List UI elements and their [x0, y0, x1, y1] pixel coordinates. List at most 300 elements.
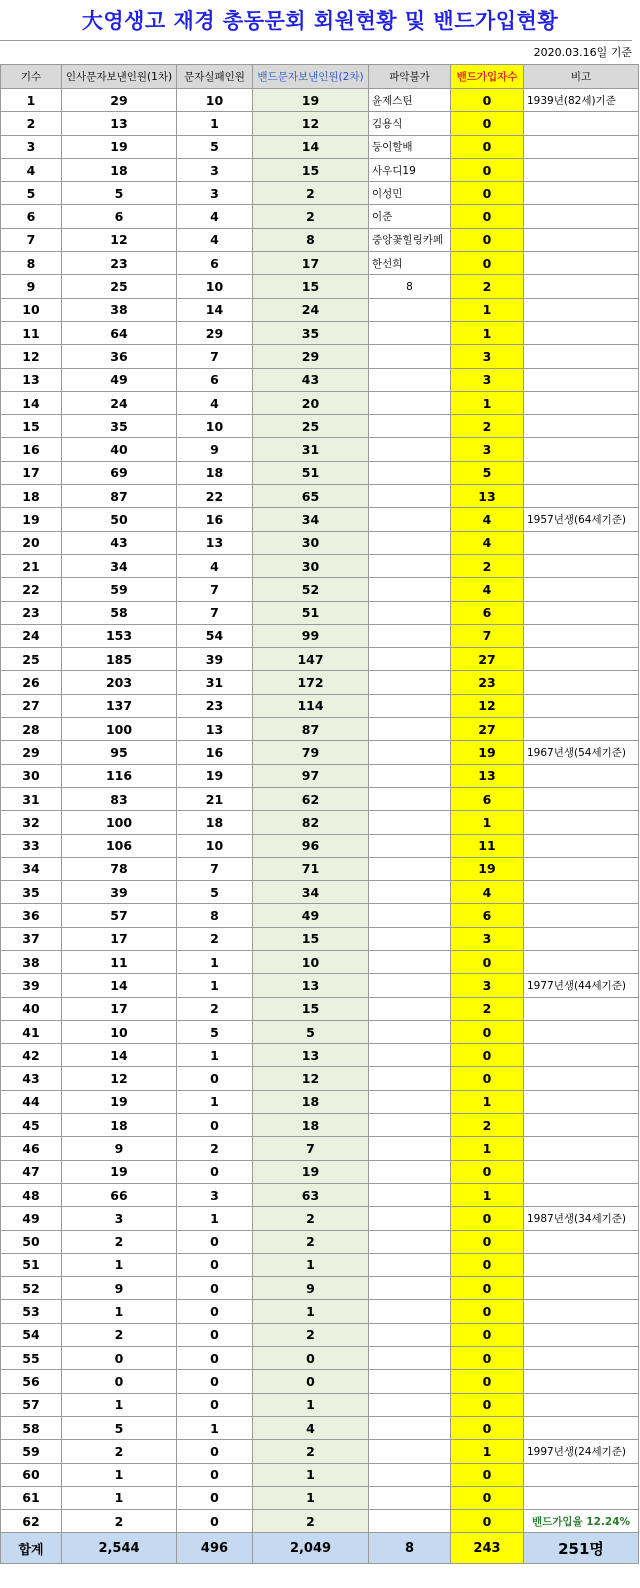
cell-gen: 42: [1, 1044, 62, 1067]
cell-gen: 51: [1, 1253, 62, 1276]
table-row: [1, 1463, 639, 1486]
cell-sent2: 4: [253, 1416, 369, 1439]
table-row: [1, 857, 639, 880]
cell-fail: 3: [177, 158, 253, 181]
cell-band: 0: [451, 135, 524, 158]
table-row: [1, 764, 639, 787]
cell-band: 0: [451, 205, 524, 228]
cell-note: [524, 1277, 639, 1300]
cell-unknown: [369, 671, 451, 694]
cell-fail: 14: [177, 298, 253, 321]
cell-note: [524, 1347, 639, 1370]
cell-fail: 0: [177, 1370, 253, 1393]
cell-band: 2: [451, 554, 524, 577]
cell-sent2: 24: [253, 298, 369, 321]
cell-band: 2: [451, 997, 524, 1020]
cell-unknown: [369, 298, 451, 321]
cell-sent2: 71: [253, 857, 369, 880]
cell-fail: 3: [177, 182, 253, 205]
cell-gen: 29: [1, 741, 62, 764]
cell-fail: 31: [177, 671, 253, 694]
cell-unknown: [369, 1044, 451, 1067]
cell-sent1: 57: [62, 904, 177, 927]
cell-note: [524, 1463, 639, 1486]
cell-sent1: 0: [62, 1347, 177, 1370]
cell-note: [524, 368, 639, 391]
cell-fail: 6: [177, 368, 253, 391]
cell-unknown: [369, 1486, 451, 1509]
cell-sent2: 63: [253, 1183, 369, 1206]
cell-gen: 1: [1, 89, 62, 112]
cell-note: [524, 1253, 639, 1276]
table-row: [1, 974, 639, 997]
cell-unknown: [369, 1323, 451, 1346]
cell-sent1: 203: [62, 671, 177, 694]
cell-unknown: [369, 764, 451, 787]
cell-gen: 40: [1, 997, 62, 1020]
cell-note: 1997년생(24세기준): [524, 1440, 639, 1463]
cell-unknown: [369, 1277, 451, 1300]
cell-unknown: [369, 554, 451, 577]
cell-fail: 1: [177, 1044, 253, 1067]
cell-sent2: 12: [253, 112, 369, 135]
total-note: 251명: [524, 1533, 639, 1564]
cell-note: [524, 345, 639, 368]
cell-band: 4: [451, 531, 524, 554]
cell-unknown: [369, 1067, 451, 1090]
cell-sent1: 9: [62, 1137, 177, 1160]
cell-sent1: 95: [62, 741, 177, 764]
cell-sent1: 23: [62, 252, 177, 275]
cell-band: 1: [451, 391, 524, 414]
cell-band: 0: [451, 158, 524, 181]
cell-gen: 24: [1, 624, 62, 647]
cell-sent2: 30: [253, 554, 369, 577]
cell-fail: 21: [177, 787, 253, 810]
table-row: [1, 112, 639, 135]
cell-sent2: 1: [253, 1463, 369, 1486]
cell-sent2: 10: [253, 950, 369, 973]
cell-note: [524, 275, 639, 298]
cell-unknown: [369, 648, 451, 671]
cell-sent1: 87: [62, 485, 177, 508]
total-label: 합계: [1, 1533, 62, 1564]
cell-fail: 0: [177, 1440, 253, 1463]
cell-unknown: [369, 694, 451, 717]
cell-fail: 4: [177, 205, 253, 228]
cell-sent2: 15: [253, 275, 369, 298]
header-sent2: 밴드문자보낸인원(2차): [253, 65, 369, 89]
cell-fail: 0: [177, 1463, 253, 1486]
cell-sent2: 0: [253, 1347, 369, 1370]
cell-sent2: 51: [253, 461, 369, 484]
cell-fail: 1: [177, 1090, 253, 1113]
cell-gen: 36: [1, 904, 62, 927]
table-row: [1, 997, 639, 1020]
cell-gen: 19: [1, 508, 62, 531]
cell-fail: 10: [177, 89, 253, 112]
table-row: [1, 1323, 639, 1346]
cell-band: 1: [451, 321, 524, 344]
table-row: [1, 1020, 639, 1043]
table-row: [1, 1347, 639, 1370]
cell-sent2: 19: [253, 1160, 369, 1183]
cell-unknown: [369, 624, 451, 647]
cell-note: [524, 1160, 639, 1183]
table-row: [1, 1440, 639, 1463]
cell-sent1: 19: [62, 1090, 177, 1113]
table-row: [1, 904, 639, 927]
cell-sent2: 29: [253, 345, 369, 368]
cell-sent1: 40: [62, 438, 177, 461]
cell-gen: 44: [1, 1090, 62, 1113]
cell-fail: 6: [177, 252, 253, 275]
cell-band: 0: [451, 1300, 524, 1323]
cell-sent1: 185: [62, 648, 177, 671]
table-row: [1, 881, 639, 904]
table-row: [1, 1510, 639, 1533]
cell-fail: 0: [177, 1486, 253, 1509]
cell-sent2: 87: [253, 718, 369, 741]
table-row: [1, 1044, 639, 1067]
cell-sent2: 97: [253, 764, 369, 787]
cell-fail: 4: [177, 228, 253, 251]
table-row: [1, 950, 639, 973]
cell-unknown: [369, 997, 451, 1020]
cell-note: [524, 135, 639, 158]
cell-sent1: 59: [62, 578, 177, 601]
cell-sent1: 2: [62, 1323, 177, 1346]
cell-unknown: [369, 1230, 451, 1253]
cell-gen: 50: [1, 1230, 62, 1253]
cell-fail: 0: [177, 1323, 253, 1346]
cell-gen: 41: [1, 1020, 62, 1043]
total-sent2: 2,049: [253, 1533, 369, 1564]
cell-unknown: 사우디19: [369, 158, 451, 181]
cell-fail: 4: [177, 554, 253, 577]
cell-note: 1957년생(64세기준): [524, 508, 639, 531]
table-row: [1, 1486, 639, 1509]
cell-fail: 16: [177, 508, 253, 531]
cell-gen: 52: [1, 1277, 62, 1300]
cell-sent2: 96: [253, 834, 369, 857]
cell-sent1: 2: [62, 1440, 177, 1463]
cell-band: 3: [451, 974, 524, 997]
cell-sent1: 83: [62, 787, 177, 810]
cell-fail: 2: [177, 927, 253, 950]
cell-gen: 38: [1, 950, 62, 973]
cell-note: [524, 298, 639, 321]
cell-gen: 20: [1, 531, 62, 554]
cell-gen: 30: [1, 764, 62, 787]
cell-sent1: 14: [62, 1044, 177, 1067]
cell-note: [524, 834, 639, 857]
cell-note: [524, 228, 639, 251]
cell-sent2: 1: [253, 1253, 369, 1276]
cell-band: 7: [451, 624, 524, 647]
table-row: [1, 345, 639, 368]
cell-sent2: 12: [253, 1067, 369, 1090]
cell-sent2: 65: [253, 485, 369, 508]
cell-gen: 6: [1, 205, 62, 228]
cell-gen: 27: [1, 694, 62, 717]
cell-note: [524, 1067, 639, 1090]
table-row: [1, 461, 639, 484]
cell-note: 1987년생(34세기준): [524, 1207, 639, 1230]
cell-unknown: [369, 1160, 451, 1183]
cell-sent2: 172: [253, 671, 369, 694]
table-row: [1, 1114, 639, 1137]
cell-gen: 5: [1, 182, 62, 205]
table-row: [1, 368, 639, 391]
cell-sent2: 17: [253, 252, 369, 275]
cell-unknown: [369, 321, 451, 344]
page-title: 大영생고 재경 총동문회 회원현황 및 밴드가입현황: [81, 9, 559, 33]
cell-note: [524, 531, 639, 554]
cell-fail: 1: [177, 974, 253, 997]
cell-band: 12: [451, 694, 524, 717]
cell-unknown: 윤제스틴: [369, 89, 451, 112]
table-row: [1, 438, 639, 461]
cell-note: [524, 1020, 639, 1043]
cell-gen: 2: [1, 112, 62, 135]
table-row: [1, 1183, 639, 1206]
cell-sent2: 15: [253, 927, 369, 950]
cell-fail: 22: [177, 485, 253, 508]
cell-sent1: 1: [62, 1253, 177, 1276]
table-row: [1, 1230, 639, 1253]
cell-gen: 12: [1, 345, 62, 368]
table-row: [1, 89, 639, 112]
cell-fail: 1: [177, 1207, 253, 1230]
member-table: [0, 64, 639, 1564]
cell-gen: 46: [1, 1137, 62, 1160]
table-row: [1, 648, 639, 671]
cell-sent1: 100: [62, 718, 177, 741]
cell-note: [524, 881, 639, 904]
cell-sent1: 11: [62, 950, 177, 973]
table-row: [1, 1067, 639, 1090]
cell-fail: 8: [177, 904, 253, 927]
cell-fail: 0: [177, 1393, 253, 1416]
table-row: [1, 834, 639, 857]
cell-sent2: 18: [253, 1114, 369, 1137]
cell-unknown: [369, 1137, 451, 1160]
table-row: [1, 531, 639, 554]
cell-band: 19: [451, 857, 524, 880]
table-row: [1, 508, 639, 531]
table-row: [1, 321, 639, 344]
cell-sent1: 50: [62, 508, 177, 531]
cell-note: [524, 391, 639, 414]
cell-sent1: 29: [62, 89, 177, 112]
cell-note: [524, 1486, 639, 1509]
cell-sent2: 18: [253, 1090, 369, 1113]
cell-sent2: 13: [253, 974, 369, 997]
table-row: [1, 578, 639, 601]
cell-fail: 10: [177, 834, 253, 857]
cell-sent1: 0: [62, 1370, 177, 1393]
cell-fail: 1: [177, 1416, 253, 1439]
cell-sent1: 1: [62, 1486, 177, 1509]
cell-gen: 54: [1, 1323, 62, 1346]
cell-band: 2: [451, 275, 524, 298]
cell-unknown: [369, 927, 451, 950]
cell-gen: 43: [1, 1067, 62, 1090]
cell-note: [524, 764, 639, 787]
cell-sent1: 2: [62, 1510, 177, 1533]
cell-unknown: [369, 834, 451, 857]
cell-fail: 2: [177, 997, 253, 1020]
total-fail: 496: [177, 1533, 253, 1564]
cell-fail: 0: [177, 1300, 253, 1323]
cell-sent2: 31: [253, 438, 369, 461]
cell-band: 19: [451, 741, 524, 764]
cell-unknown: [369, 368, 451, 391]
table-row: [1, 624, 639, 647]
cell-gen: 23: [1, 601, 62, 624]
cell-unknown: [369, 1114, 451, 1137]
cell-note: [524, 485, 639, 508]
cell-unknown: [369, 1253, 451, 1276]
cell-sent1: 24: [62, 391, 177, 414]
table-row: [1, 718, 639, 741]
cell-unknown: [369, 1020, 451, 1043]
cell-unknown: [369, 1090, 451, 1113]
cell-note: [524, 1137, 639, 1160]
header-sent1: 인사문자보낸인원(1차): [62, 65, 177, 89]
table-row: [1, 1393, 639, 1416]
cell-band: 0: [451, 112, 524, 135]
cell-band: 0: [451, 1347, 524, 1370]
cell-sent1: 18: [62, 1114, 177, 1137]
cell-unknown: [369, 1440, 451, 1463]
cell-note: 1967년생(54세기준): [524, 741, 639, 764]
cell-fail: 5: [177, 135, 253, 158]
cell-sent2: 7: [253, 1137, 369, 1160]
cell-fail: 7: [177, 857, 253, 880]
cell-sent2: 2: [253, 1323, 369, 1346]
cell-fail: 0: [177, 1277, 253, 1300]
cell-sent2: 2: [253, 1207, 369, 1230]
cell-note: [524, 787, 639, 810]
cell-gen: 58: [1, 1416, 62, 1439]
cell-sent1: 69: [62, 461, 177, 484]
cell-fail: 2: [177, 1137, 253, 1160]
cell-sent1: 153: [62, 624, 177, 647]
cell-gen: 47: [1, 1160, 62, 1183]
header-gen: 기수: [1, 65, 62, 89]
table-row: [1, 298, 639, 321]
cell-fail: 0: [177, 1160, 253, 1183]
cell-sent2: 2: [253, 1510, 369, 1533]
cell-gen: 14: [1, 391, 62, 414]
cell-sent1: 66: [62, 1183, 177, 1206]
cell-band: 4: [451, 881, 524, 904]
cell-note: [524, 1183, 639, 1206]
cell-gen: 16: [1, 438, 62, 461]
cell-band: 13: [451, 485, 524, 508]
cell-note: [524, 1300, 639, 1323]
cell-unknown: 8: [369, 275, 451, 298]
cell-note: [524, 182, 639, 205]
cell-note: [524, 857, 639, 880]
cell-unknown: [369, 438, 451, 461]
cell-sent1: 1: [62, 1463, 177, 1486]
cell-note: [524, 158, 639, 181]
table-row: [1, 554, 639, 577]
cell-fail: 0: [177, 1230, 253, 1253]
cell-gen: 31: [1, 787, 62, 810]
cell-note: [524, 624, 639, 647]
cell-band: 0: [451, 228, 524, 251]
cell-sent1: 25: [62, 275, 177, 298]
cell-sent2: 20: [253, 391, 369, 414]
cell-gen: 49: [1, 1207, 62, 1230]
cell-sent2: 30: [253, 531, 369, 554]
header-row: [1, 65, 639, 89]
cell-sent2: 35: [253, 321, 369, 344]
cell-note: [524, 927, 639, 950]
cell-note: [524, 112, 639, 135]
cell-band: 4: [451, 508, 524, 531]
cell-unknown: [369, 1183, 451, 1206]
cell-gen: 8: [1, 252, 62, 275]
cell-sent2: 34: [253, 508, 369, 531]
total-band: 243: [451, 1533, 524, 1564]
cell-band: 3: [451, 927, 524, 950]
cell-note: [524, 554, 639, 577]
cell-sent1: 17: [62, 927, 177, 950]
cell-band: 23: [451, 671, 524, 694]
table-row: [1, 1370, 639, 1393]
cell-note: [524, 205, 639, 228]
cell-note: [524, 811, 639, 834]
cell-fail: 19: [177, 764, 253, 787]
cell-sent1: 18: [62, 158, 177, 181]
cell-unknown: [369, 741, 451, 764]
cell-fail: 18: [177, 461, 253, 484]
cell-band: 0: [451, 1416, 524, 1439]
cell-band: 0: [451, 1160, 524, 1183]
cell-band: 0: [451, 1463, 524, 1486]
cell-unknown: [369, 950, 451, 973]
cell-sent2: 43: [253, 368, 369, 391]
cell-unknown: [369, 1510, 451, 1533]
cell-sent2: 9: [253, 1277, 369, 1300]
cell-fail: 39: [177, 648, 253, 671]
cell-sent2: 82: [253, 811, 369, 834]
cell-unknown: [369, 1416, 451, 1439]
cell-fail: 13: [177, 531, 253, 554]
table-row: [1, 671, 639, 694]
cell-unknown: [369, 974, 451, 997]
cell-sent1: 3: [62, 1207, 177, 1230]
cell-band: 1: [451, 1137, 524, 1160]
cell-band: 0: [451, 1370, 524, 1393]
cell-sent1: 39: [62, 881, 177, 904]
table-row: [1, 415, 639, 438]
cell-band: 1: [451, 1183, 524, 1206]
cell-fail: 1: [177, 950, 253, 973]
cell-sent2: 79: [253, 741, 369, 764]
cell-gen: 3: [1, 135, 62, 158]
table-row: [1, 205, 639, 228]
cell-band: 0: [451, 89, 524, 112]
cell-sent1: 34: [62, 554, 177, 577]
cell-note: [524, 648, 639, 671]
total-row: [1, 1533, 639, 1564]
